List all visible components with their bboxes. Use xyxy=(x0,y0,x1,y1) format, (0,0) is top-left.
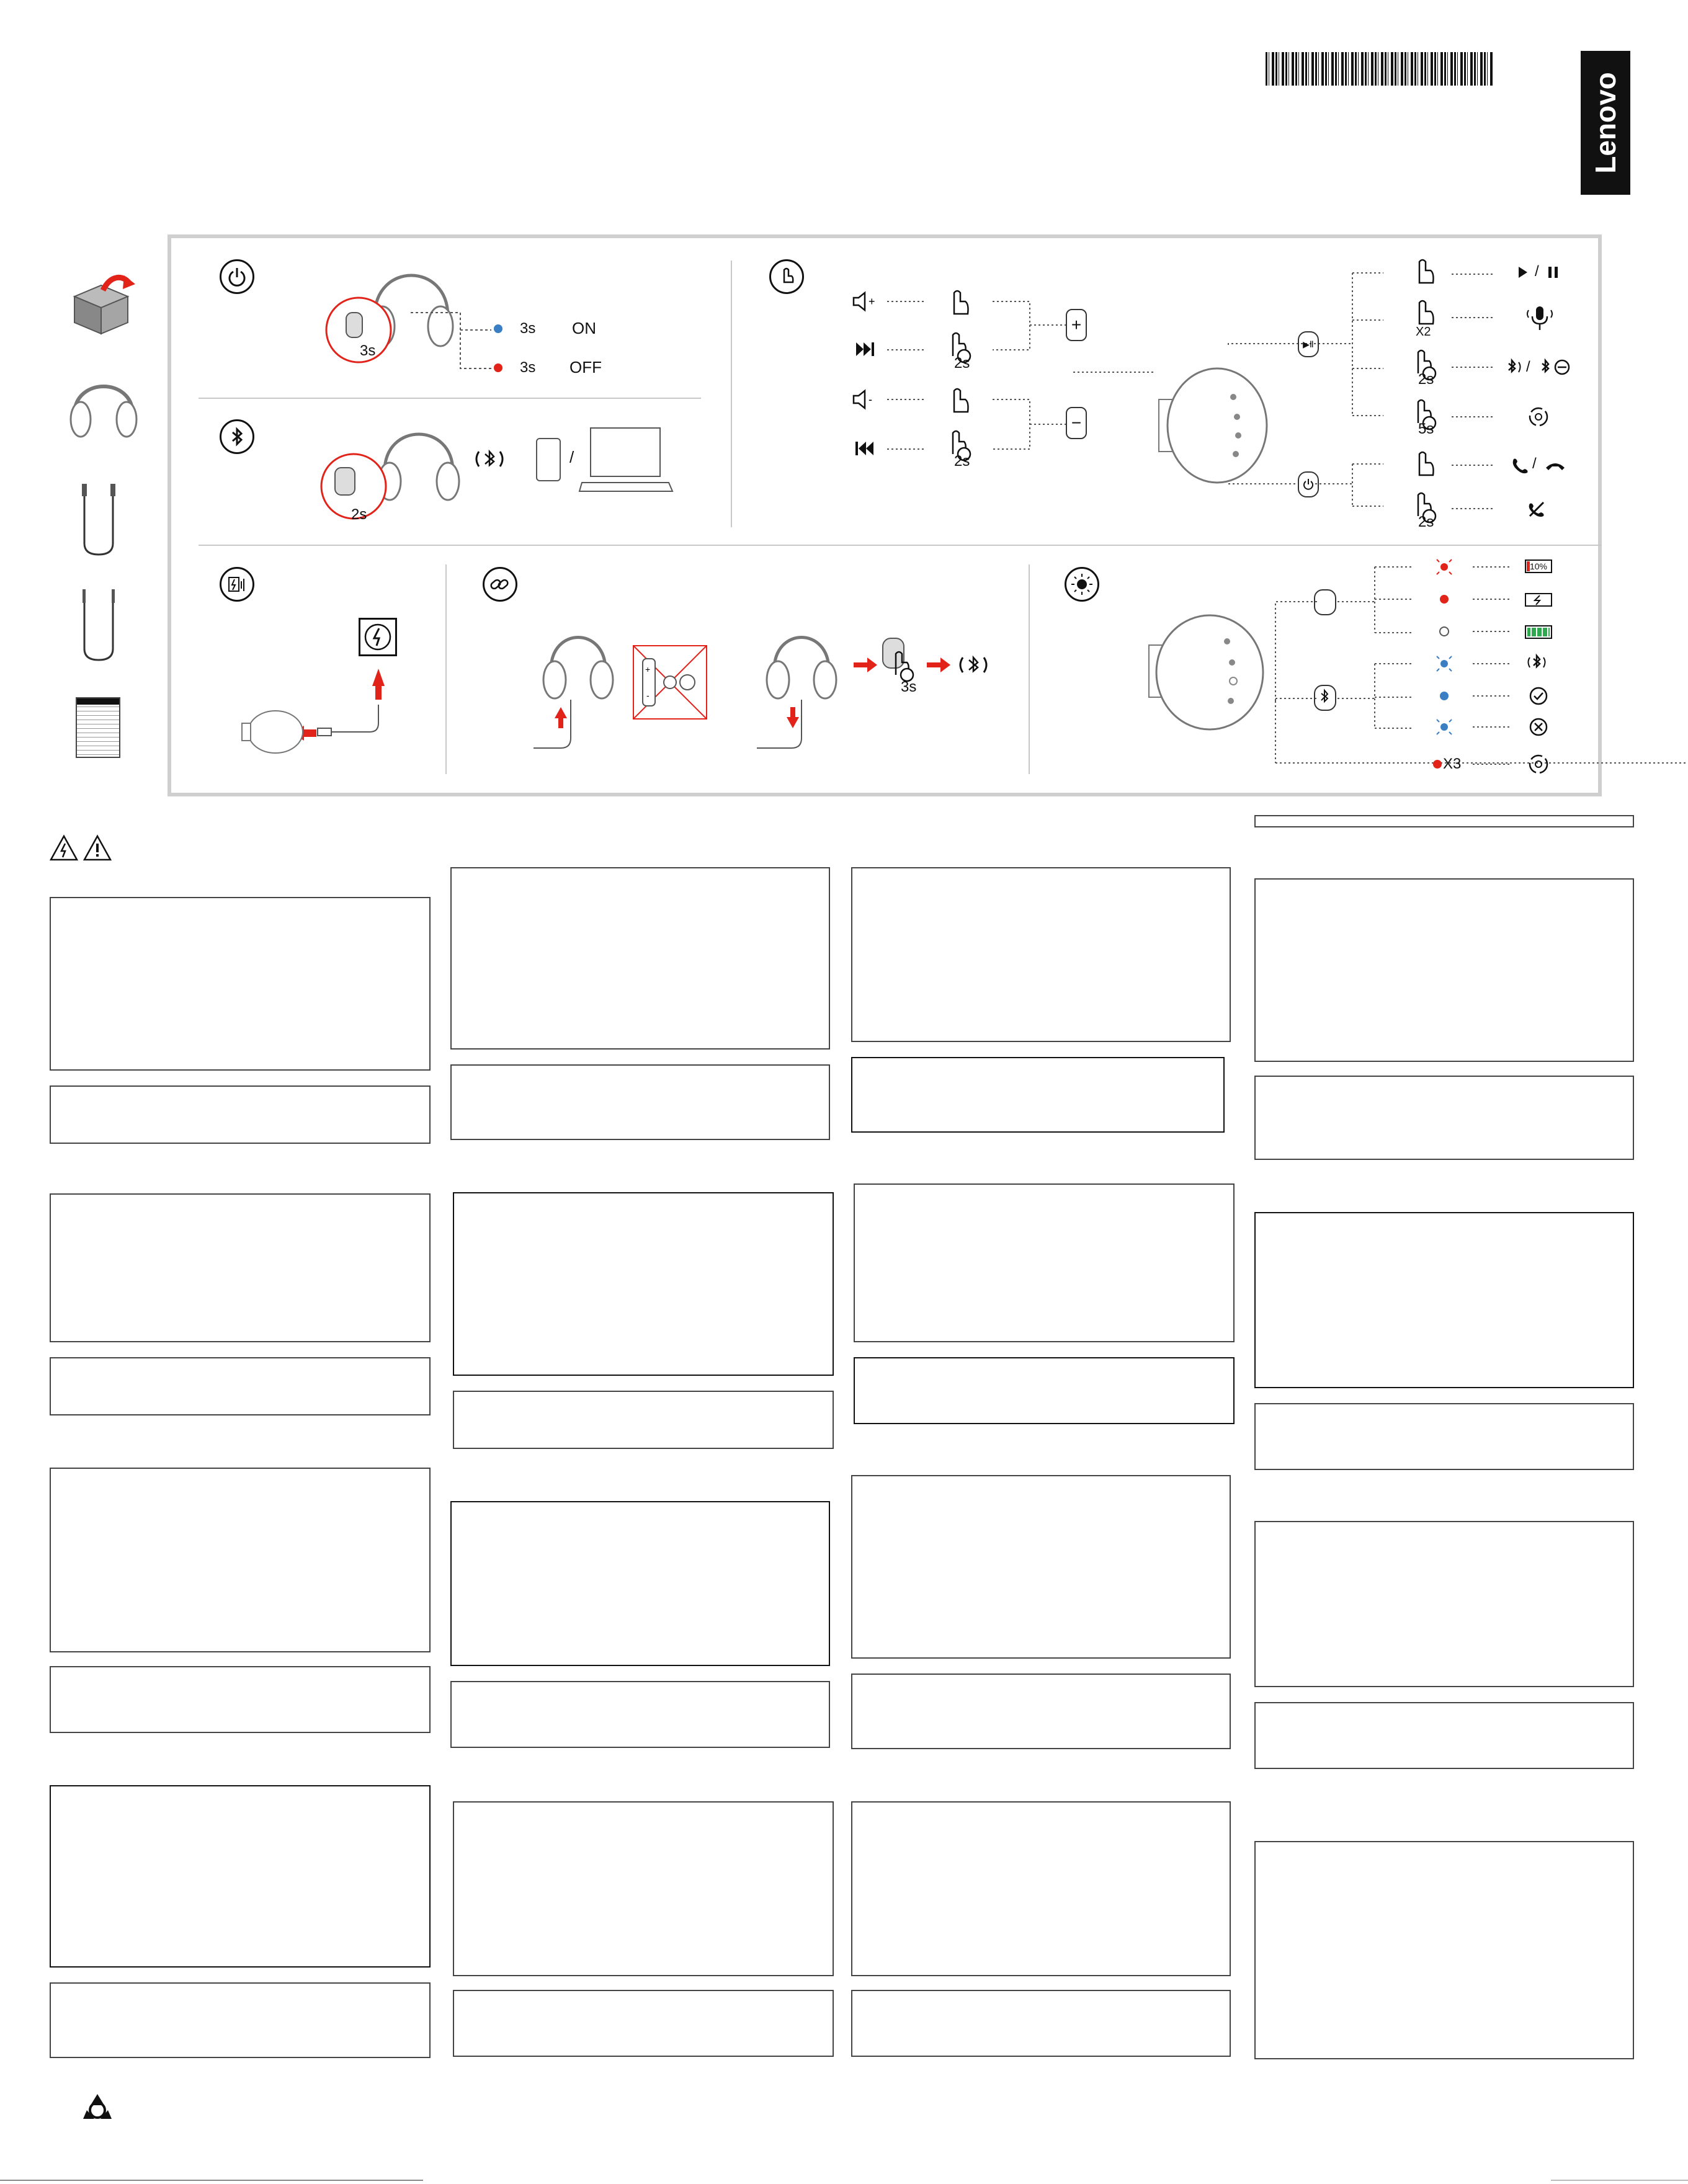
svg-text:+: + xyxy=(645,664,651,674)
lenovo-logo: Lenovo xyxy=(1581,51,1630,195)
play-hold-5s: 5s xyxy=(1418,421,1434,437)
power-icon xyxy=(220,259,254,294)
bluetooth-on-icon xyxy=(1500,359,1525,377)
text-frame xyxy=(1254,1212,1634,1388)
unbox-icon xyxy=(67,272,135,340)
headphones-icon xyxy=(67,371,140,440)
led-blue-solid xyxy=(1436,687,1453,705)
led-bluetooth-button xyxy=(1314,685,1336,711)
charging-icon xyxy=(220,567,254,602)
charger-icon xyxy=(359,618,397,656)
bluetooth-off-icon xyxy=(1538,359,1576,377)
previous-hold-time: 2s xyxy=(954,453,970,470)
led-charging-button xyxy=(1314,589,1336,615)
title-bar-frame xyxy=(1254,815,1634,827)
text-frame xyxy=(1254,1403,1634,1470)
led-blue-blink xyxy=(1436,718,1453,736)
next-hold-time: 2s xyxy=(954,355,970,372)
text-frame xyxy=(453,1990,834,2057)
text-frame xyxy=(1254,1076,1634,1160)
play-pause-separator: / xyxy=(1535,263,1539,280)
text-frame xyxy=(851,1475,1231,1659)
battery-charging-icon xyxy=(1525,593,1552,607)
text-frame xyxy=(851,867,1231,1042)
battery-low-icon xyxy=(1525,559,1552,573)
play-icon xyxy=(1517,265,1529,279)
led-red-reset-dot xyxy=(1433,760,1442,769)
answer-call-icon xyxy=(1511,457,1530,475)
touch-icon xyxy=(769,259,804,294)
text-frame xyxy=(1254,1521,1634,1687)
play-pause-button[interactable]: ▶Ⅱ xyxy=(1298,331,1319,357)
footer-rule xyxy=(1551,2180,1688,2181)
aux-plug-in-illustration xyxy=(525,626,624,757)
led-off xyxy=(1436,623,1453,640)
battery-full-icon xyxy=(1525,625,1552,639)
charging-illustration xyxy=(242,661,403,754)
reset-blink-count: X3 xyxy=(1443,755,1462,772)
tap-icon xyxy=(1412,298,1437,326)
text-frame xyxy=(1254,878,1634,1062)
reset-icon xyxy=(1526,404,1551,429)
double-tap-label: X2 xyxy=(1416,325,1431,339)
laptop-icon xyxy=(579,427,672,493)
off-time: 3s xyxy=(520,359,536,376)
text-frame xyxy=(453,1391,834,1449)
text-frame xyxy=(851,1801,1231,1976)
on-time: 3s xyxy=(520,320,536,337)
arrow-right-icon xyxy=(854,657,878,672)
on-label: ON xyxy=(572,319,596,337)
led-red-dot xyxy=(494,363,502,372)
pairing-headphones-illustration xyxy=(310,422,459,527)
bt-signal-icon xyxy=(473,448,506,470)
voice-assistant-icon xyxy=(1525,304,1555,332)
text-frame xyxy=(50,1982,431,2058)
arrow-right-icon xyxy=(927,657,952,672)
text-frame xyxy=(50,1357,431,1415)
aux-hold-time: 3s xyxy=(901,679,917,695)
off-label: OFF xyxy=(569,358,602,377)
led-earcup-illustration xyxy=(1145,608,1269,738)
text-frame xyxy=(450,1501,830,1666)
svg-text:+: + xyxy=(869,295,875,308)
text-frame xyxy=(453,1801,834,1976)
svg-text:-: - xyxy=(646,690,650,700)
battery-low-label: 10% xyxy=(1529,561,1548,571)
led-blue-dot xyxy=(494,324,502,333)
plus-button[interactable]: + xyxy=(1066,309,1087,341)
audio-cable-icon xyxy=(77,589,120,664)
power-hold-2s: 2s xyxy=(1418,514,1434,530)
led-red-blink xyxy=(1436,558,1453,576)
text-frame xyxy=(50,1666,431,1733)
button-detail-box xyxy=(633,645,707,720)
pause-icon xyxy=(1547,265,1560,279)
controls-right-connector xyxy=(1073,267,1445,527)
volume-down-icon xyxy=(851,388,880,411)
bt-pairing-icon xyxy=(1527,654,1550,672)
power-button[interactable] xyxy=(1298,471,1319,497)
led-state-dots xyxy=(1473,567,1522,765)
text-frame xyxy=(453,1192,834,1376)
footer-rule xyxy=(0,2180,423,2181)
end-call-icon xyxy=(1545,458,1566,473)
text-frame xyxy=(1254,1702,1634,1769)
bt-separator: / xyxy=(1526,359,1530,375)
power-connector xyxy=(411,306,498,375)
phone-icon xyxy=(536,438,561,481)
tap-icon xyxy=(1412,257,1437,285)
led-icon xyxy=(1065,567,1099,602)
text-frame xyxy=(1254,1841,1634,2059)
text-frame xyxy=(50,1193,431,1342)
reject-call-icon xyxy=(1526,499,1547,520)
disconnected-x-icon xyxy=(1529,717,1548,737)
text-frame xyxy=(50,1785,431,1968)
svg-text:-: - xyxy=(869,393,872,406)
minus-button[interactable]: − xyxy=(1066,407,1087,439)
text-frame xyxy=(851,1674,1231,1749)
tap-icon xyxy=(1412,449,1437,478)
barcode xyxy=(1266,52,1494,86)
led-red-solid xyxy=(1436,591,1453,608)
text-frame xyxy=(450,1681,830,1748)
previous-track-icon xyxy=(855,440,877,457)
reset-icon xyxy=(1526,752,1551,777)
call-separator: / xyxy=(1532,455,1537,472)
text-frame xyxy=(854,1183,1235,1342)
power-hold-time: 3s xyxy=(360,342,376,359)
text-frame xyxy=(854,1357,1235,1424)
text-frame xyxy=(50,1085,431,1144)
volume-up-icon xyxy=(851,290,880,313)
text-frame xyxy=(50,897,431,1071)
pairing-hold-time: 2s xyxy=(351,506,367,523)
bluetooth-icon xyxy=(220,419,254,454)
text-frame xyxy=(851,1057,1225,1133)
aux-unplug-illustration xyxy=(748,626,847,757)
text-frame xyxy=(851,1990,1231,2057)
controls-left-dots xyxy=(887,300,1073,461)
led-blue-blink xyxy=(1436,655,1453,672)
text-frame xyxy=(450,867,830,1050)
aux-link-icon xyxy=(483,567,517,602)
warning-icon xyxy=(83,835,112,861)
play-hold-2s: 2s xyxy=(1418,371,1434,388)
tap-icon xyxy=(947,288,971,316)
next-track-icon xyxy=(855,341,877,357)
text-frame xyxy=(50,1468,431,1652)
pairing-separator: / xyxy=(569,448,574,466)
electric-hazard-icon xyxy=(50,835,78,861)
usb-cable-icon xyxy=(77,484,120,558)
controls-result-dots xyxy=(1452,273,1507,515)
recycle-icon xyxy=(82,2092,113,2123)
text-frame xyxy=(450,1064,830,1140)
document-icon xyxy=(76,697,120,758)
bt-signal-icon xyxy=(957,654,990,676)
connected-check-icon xyxy=(1529,686,1548,706)
tap-icon xyxy=(947,386,971,414)
